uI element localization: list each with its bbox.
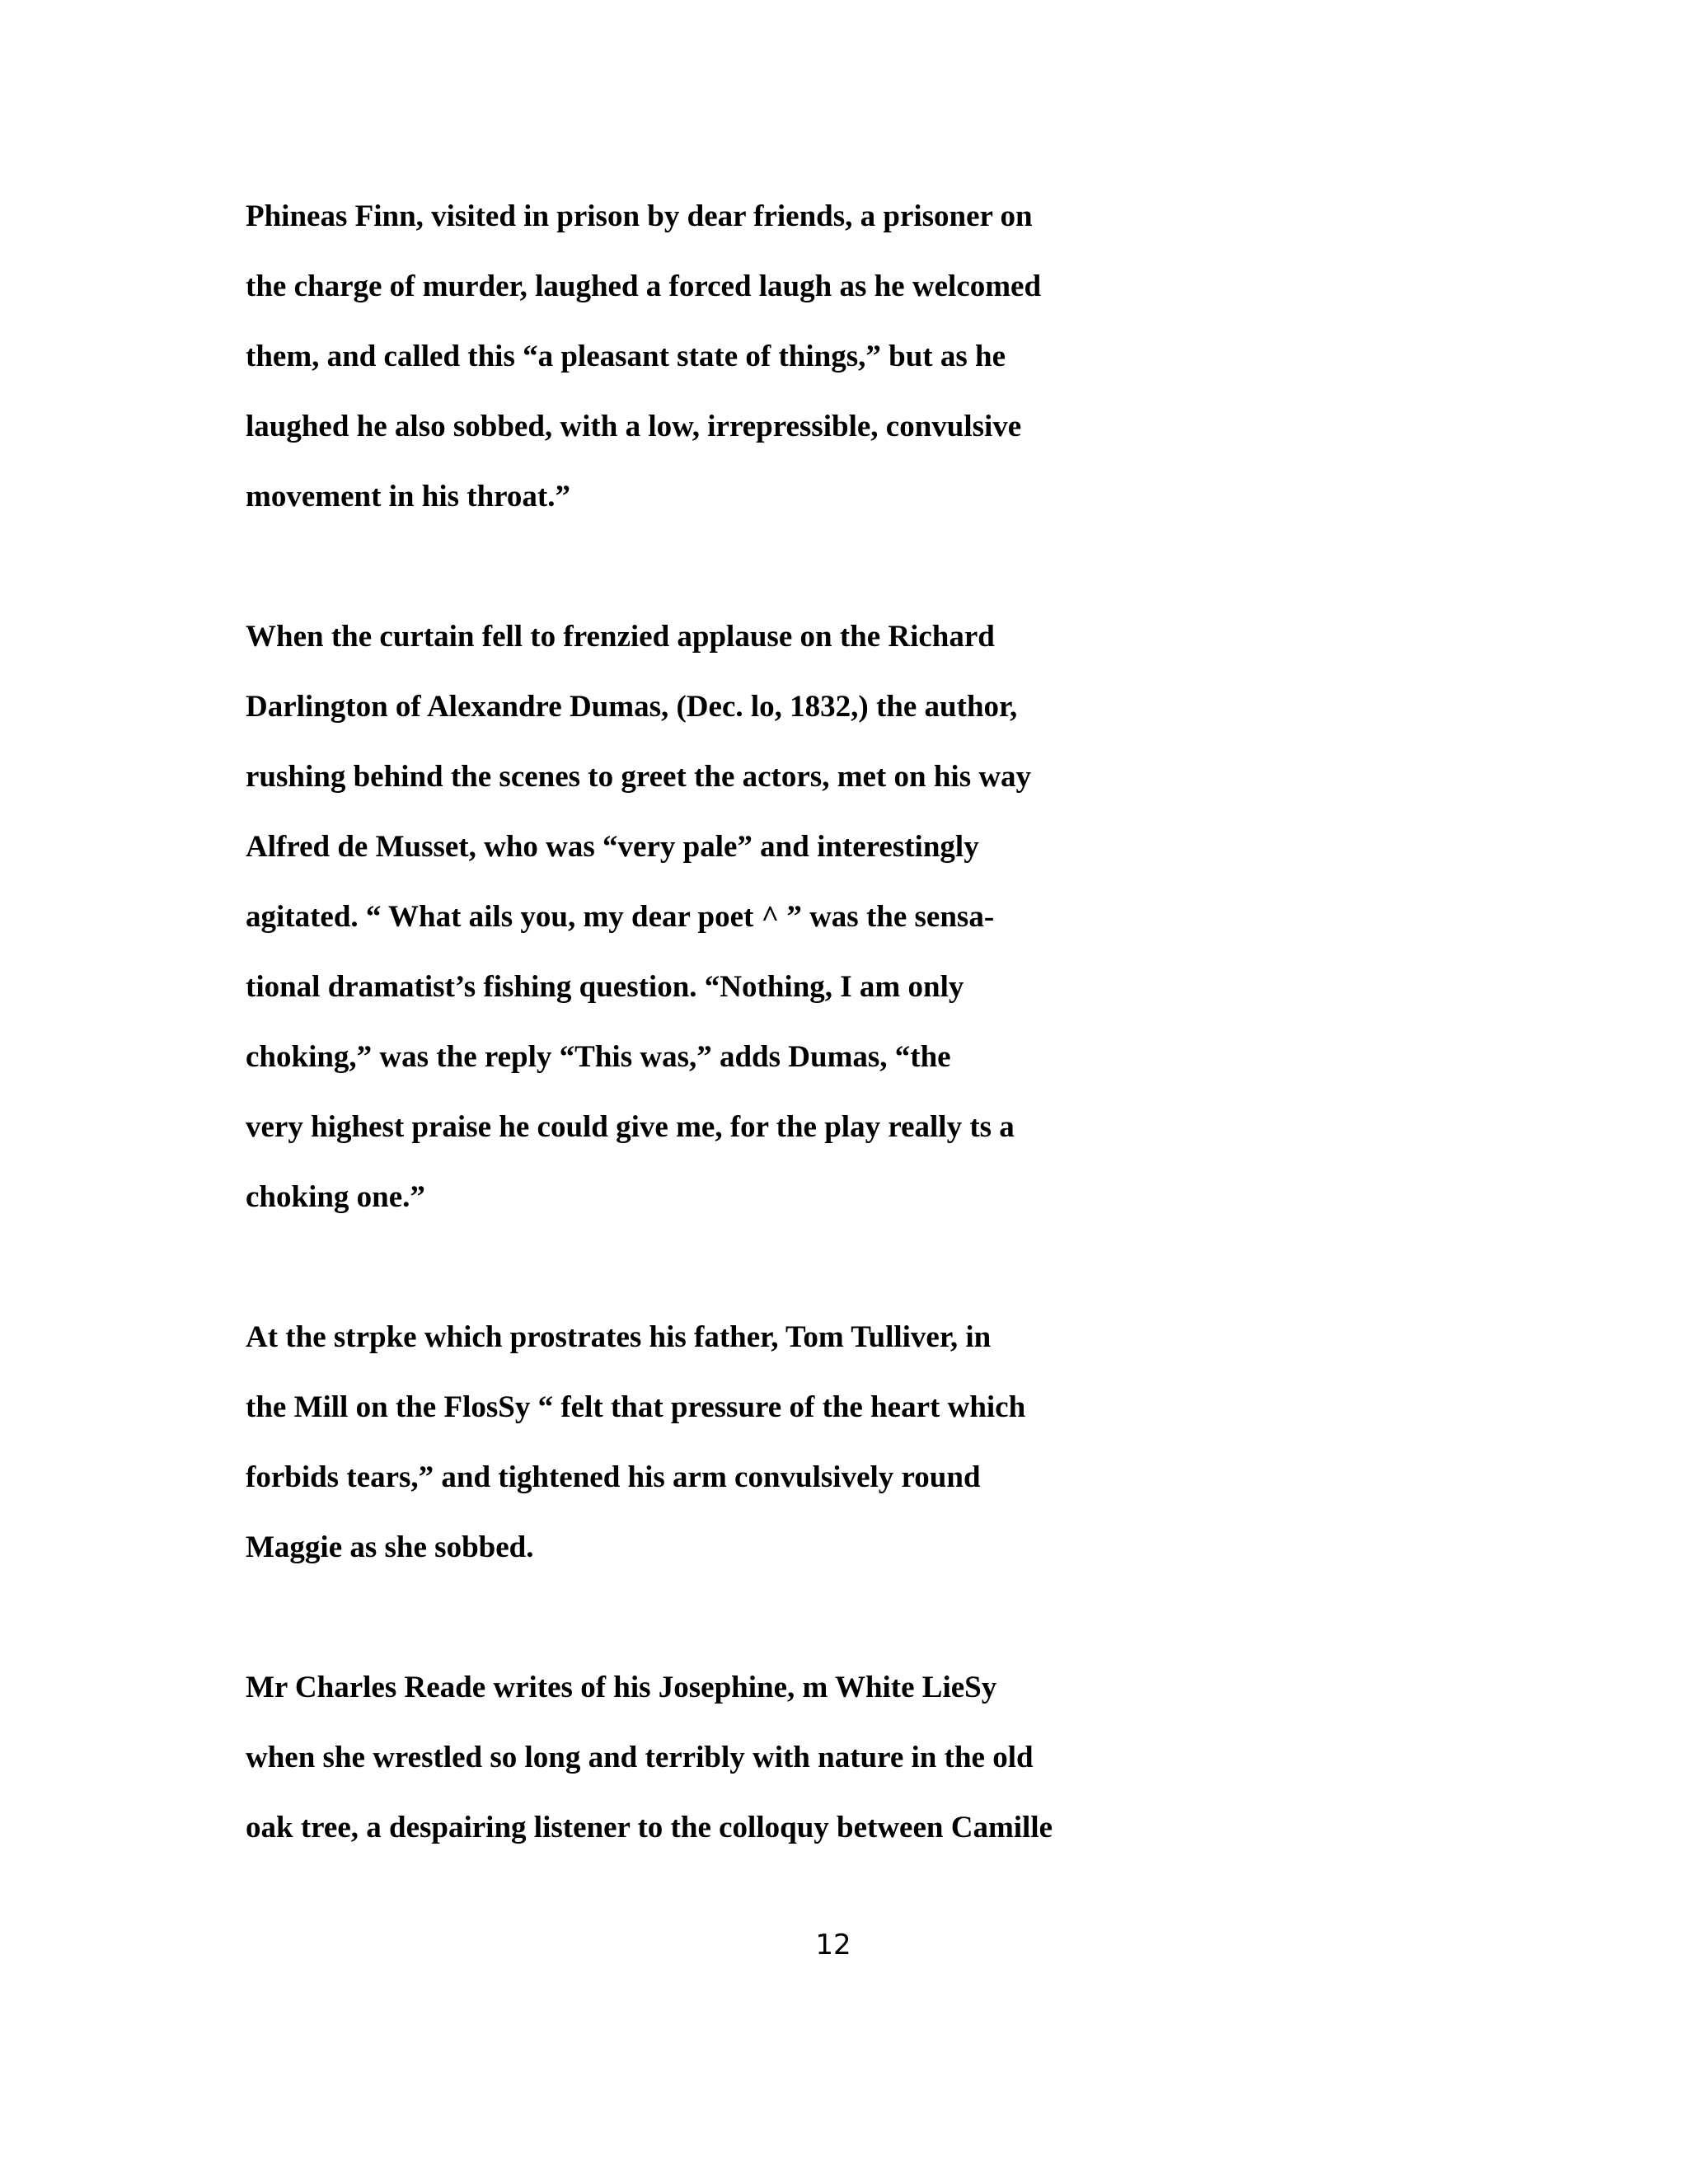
paragraph-dumas [246,602,1482,1232]
text-line: the charge of murder, laughed a forced laugh as he welcomed [246,269,1042,303]
text-line: Maggie as she sobbed. [246,1530,534,1564]
text-line: Darlington of Alexandre Dumas, (Dec. lo, 1832,) the author, [246,690,1018,724]
text-line: choking,” was the reply “This was,” adds Dumas, “the [246,1040,951,1074]
text-line: At the strpke which prostrates his father, Tom Tulliver, in [246,1320,992,1354]
text-line: forbids tears,” and tightened his arm convulsively round [246,1460,981,1494]
text-line: Alfred de Musset, who was “very pale” and interestingly [246,830,979,864]
text-line: them, and called this “a pleasant state of things,” but as he [246,340,1006,373]
body-text [246,181,1482,1933]
text-line: movement in his throat.” [246,480,570,513]
paragraph-charles-reade [246,1652,1482,1863]
text-line: Phineas Finn, visited in prison by dear friends, a prisoner on [246,199,1033,233]
text-line: tional dramatist’s fishing question. “Nothing, I am only [246,970,964,1004]
text-line: choking one.” [246,1180,425,1214]
text-line: When the curtain fell to frenzied applause on the Richard [246,620,995,654]
text-line: when she wrestled so long and terribly with nature in the old [246,1741,1034,1774]
text-line: laughed he also sobbed, with a low, irrepressible, convulsive [246,410,1022,443]
text-line: rushing behind the scenes to greet the actors, met on his way [246,760,1032,794]
text-line: the Mill on the FlosSy “ felt that pressure of the heart which [246,1390,1026,1424]
text-line: agitated. “ What ails you, my dear poet ^ ” was the sensa- [246,900,995,934]
text-line: very highest praise he could give me, for the play really ts a [246,1110,1015,1144]
page-number: 12 [815,1929,851,1961]
paragraph-tom-tulliver [246,1302,1482,1582]
paragraph-phineas-finn [246,181,1482,532]
text-line: Mr Charles Reade writes of his Josephine, m White LieSy [246,1671,997,1704]
text-line: oak tree, a despairing listener to the colloquy between Camille [246,1811,1053,1844]
